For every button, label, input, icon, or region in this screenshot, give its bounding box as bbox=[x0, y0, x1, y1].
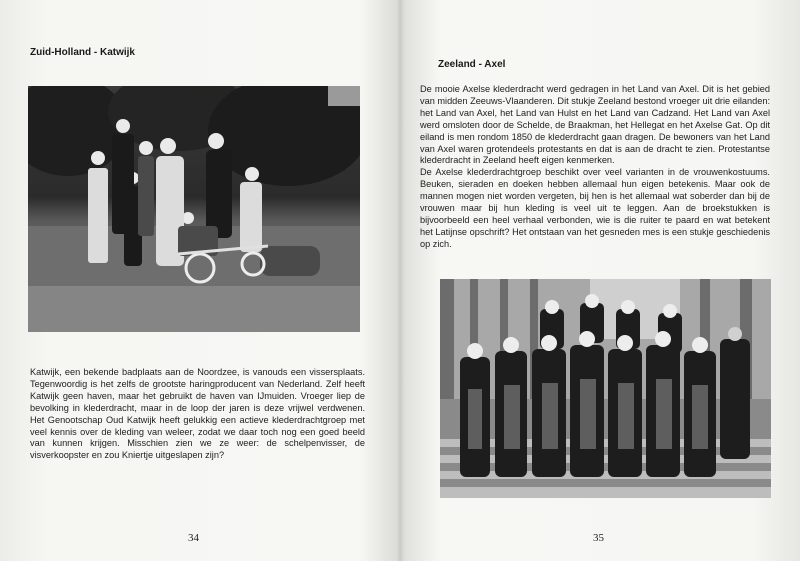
right-page bbox=[400, 0, 800, 561]
family-costume-photo-icon bbox=[28, 86, 360, 332]
katwijk-family-photo bbox=[28, 86, 360, 332]
katwijk-paragraph: Katwijk, een bekende badplaats aan de Noordzee, is vanouds een vissersplaats. Tegenwoordig is het zelfs de grootste haringproducent van Nederland. Zelf heeft Katwijk geen haven, maar het gebruikt de haven van IJmuiden. Vroeger liep de bevolking in klederdracht, maar in de loop der jaren is deze vrijwel verdwenen. Het Genootschap Oud Katwijk heeft gelukkig een actieve klederdrachtgroep met veel kennis over de kleding van weleer, zodat we daar toch nog een goed beeld van kunnen krijgen. Misschien zien we ze weer: de schelpenvisser, de visverkoopster en zou Kniertje uitgeslapen zijn? bbox=[30, 367, 365, 461]
axel-paragraph-2: De Axelse klederdrachtgroep beschikt over veel varianten in de vrouwenkostuums. Beuken, sieraden en doeken hebben allemaal hun eigen betekenis. Maar ook de mannen mogen niet worden vergeten, bij hen is het allemaal wat soberder dan bij de vrouwen maar bij hun kleding is veel uit te leggen. Aan de broekstukken is bijvoorbeeld een heel verhaal verbonden, wie is die ruiter te paard en wat betekent het Latijnse opschrift? Het ontstaan van het gesneden mes is een stukje geschiedenis op zich. bbox=[420, 167, 770, 249]
katwijk-description bbox=[30, 367, 365, 462]
axel-description bbox=[420, 84, 770, 251]
group-costume-photo-icon bbox=[440, 279, 771, 498]
page-number-right: 35 bbox=[593, 532, 604, 544]
axel-paragraph-1: De mooie Axelse klederdracht werd gedragen in het Land van Axel. Dit is het gebied van midden Zeeuws-Vlaanderen. Dit stukje Zeeland bestond vroeger uit drie eilanden: het Land van Axel, het Land van Hulst en het Land van Cadzand. Het Land van Axel werd omsloten door de Schelde, de Braakman, het Hellegat en het Axelse Gat. Op dit eiland is men rondom 1850 de klederdracht gaan dragen. De bewoners van het Land van Axel waren grotendeels protestants en dat is aan de dracht te zien. Protestantse klederdracht in Zeeland heeft eigen kenmerken. bbox=[420, 84, 770, 166]
right-page-heading: Zeeland - Axel bbox=[438, 59, 506, 70]
axel-group-photo bbox=[440, 279, 771, 498]
left-page-heading: Zuid-Holland - Katwijk bbox=[30, 47, 135, 58]
page-number-left: 34 bbox=[188, 532, 199, 544]
